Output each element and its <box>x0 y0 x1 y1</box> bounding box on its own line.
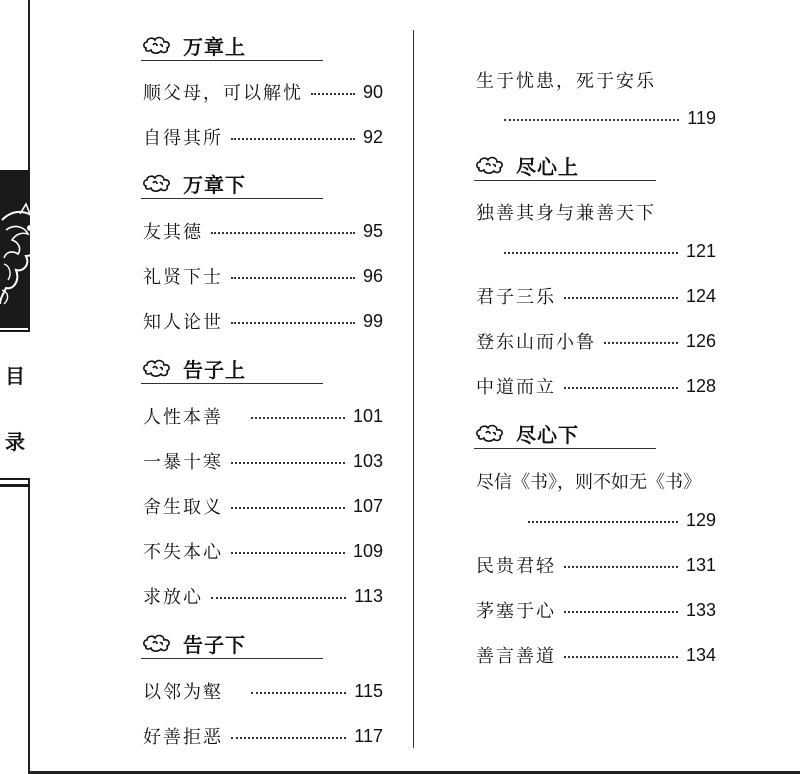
toc-entry[interactable] <box>476 372 716 400</box>
toc-entry[interactable] <box>143 582 383 610</box>
dot-leader <box>564 611 678 613</box>
toc-entry[interactable] <box>476 327 716 355</box>
page-number: 95 <box>362 220 383 241</box>
page-number: 109 <box>352 540 383 561</box>
dot-leader <box>211 232 355 234</box>
page-number: 134 <box>685 644 716 665</box>
auspicious-cloud-icon <box>143 174 171 192</box>
section-heading <box>474 150 656 181</box>
entry-title: 舍生取义 <box>143 497 223 518</box>
page-number: 121 <box>685 240 716 261</box>
side-tab-char-2: 录 <box>5 430 25 454</box>
spine <box>0 0 30 774</box>
page-number: 131 <box>685 554 716 575</box>
toc-entry[interactable] <box>143 537 383 565</box>
toc-entry[interactable] <box>143 447 383 475</box>
entry-title: 知人论世 <box>143 312 223 333</box>
section-title: 尽心下 <box>516 422 579 447</box>
side-tab <box>0 330 30 480</box>
entry-title: 顺父母，可以解忧 <box>143 83 303 104</box>
entry-title: 礼贤下士 <box>143 267 223 288</box>
dot-leader <box>604 342 678 344</box>
toc-entry[interactable] <box>143 677 383 705</box>
toc-entry[interactable] <box>476 596 716 624</box>
page-number: 126 <box>685 330 716 351</box>
dot-leader <box>231 138 355 140</box>
entry-title: 人性本善 <box>143 407 223 428</box>
section-title: 告子下 <box>183 632 246 657</box>
entry-title: 善言善道 <box>476 646 556 667</box>
page-number: 113 <box>354 585 383 606</box>
page-number: 96 <box>362 265 383 286</box>
dot-leader <box>528 521 678 523</box>
dot-leader <box>504 119 679 121</box>
dot-leader <box>251 417 345 419</box>
toc-entry[interactable] <box>476 641 716 669</box>
page-number: 129 <box>685 509 716 530</box>
dot-leader <box>231 277 355 279</box>
dot-leader <box>504 252 678 254</box>
toc-entry[interactable] <box>143 262 383 290</box>
dot-leader <box>231 507 345 509</box>
side-tab-char-1: 目 <box>5 364 25 388</box>
dot-leader <box>564 656 678 658</box>
dot-leader <box>564 566 678 568</box>
entry-title: 登东山而小鲁 <box>476 332 596 353</box>
toc-entry-continuation[interactable] <box>528 506 716 534</box>
entry-title: 一暴十寒 <box>143 452 223 473</box>
dragon-head-icon <box>0 200 44 310</box>
spine-stripe <box>0 318 30 321</box>
dot-leader <box>564 297 678 299</box>
toc-entry[interactable] <box>143 722 383 750</box>
toc-entry[interactable] <box>143 217 383 245</box>
auspicious-cloud-icon <box>143 36 171 54</box>
page-number: 124 <box>685 285 716 306</box>
dot-leader <box>231 737 346 739</box>
entry-title: 求放心 <box>143 587 203 608</box>
toc-entry-title-wrapped[interactable]: 生于忧患，死于安乐 <box>476 71 656 92</box>
entry-title: 君子三乐 <box>476 287 556 308</box>
entry-title: 自得其所 <box>143 128 223 149</box>
page-number: 117 <box>354 725 383 746</box>
entry-title: 友其德 <box>143 222 203 243</box>
toc-entry-continuation[interactable] <box>504 237 716 265</box>
auspicious-cloud-icon <box>476 424 504 442</box>
page-number: 92 <box>362 126 383 147</box>
toc-entry[interactable] <box>143 78 383 106</box>
toc-entry[interactable] <box>143 123 383 151</box>
page-number: 107 <box>352 495 383 516</box>
toc-entry[interactable] <box>476 282 716 310</box>
entry-title: 茅塞于心 <box>476 601 556 622</box>
section-title: 万章上 <box>183 34 246 59</box>
section-title: 尽心上 <box>516 154 579 179</box>
toc-entry[interactable] <box>143 402 383 430</box>
page-number: 133 <box>685 599 716 620</box>
auspicious-cloud-icon <box>143 359 171 377</box>
section-title: 万章下 <box>183 172 246 197</box>
entry-title: 不失本心 <box>143 542 223 563</box>
auspicious-cloud-icon <box>476 156 504 174</box>
page-number: 128 <box>685 375 716 396</box>
page-number: 119 <box>687 107 716 128</box>
section-heading <box>141 30 323 61</box>
toc-entry-title-wrapped[interactable]: 独善其身与兼善天下 <box>476 203 656 224</box>
section-heading <box>141 168 323 199</box>
section-heading <box>141 353 323 384</box>
auspicious-cloud-icon <box>143 634 171 652</box>
toc-entry[interactable] <box>143 492 383 520</box>
entry-title: 中道而立 <box>476 377 556 398</box>
column-divider <box>413 30 414 748</box>
dot-leader <box>231 552 345 554</box>
dot-leader <box>231 462 345 464</box>
entry-title: 以邻为壑 <box>143 682 223 703</box>
page-number: 101 <box>352 405 383 426</box>
section-title: 告子上 <box>183 357 246 382</box>
section-heading <box>474 418 656 449</box>
dot-leader <box>251 692 346 694</box>
dot-leader <box>211 597 346 599</box>
toc-entry[interactable] <box>476 551 716 579</box>
toc-entry[interactable] <box>143 307 383 335</box>
page-number: 99 <box>362 310 383 331</box>
toc-entry-continuation[interactable] <box>504 104 716 132</box>
entry-title: 民贵君轻 <box>476 556 556 577</box>
toc-entry-title-wrapped[interactable]: 尽信《书》，则不如无《书》 <box>476 472 701 493</box>
entry-title: 好善拒恶 <box>143 727 223 748</box>
page-number: 90 <box>362 81 383 102</box>
dot-leader <box>564 387 678 389</box>
dot-leader <box>231 322 355 324</box>
section-heading <box>141 628 323 659</box>
page-number: 115 <box>354 680 383 701</box>
page-number: 103 <box>352 450 383 471</box>
spine-stripe <box>0 484 30 487</box>
dot-leader <box>311 93 355 95</box>
